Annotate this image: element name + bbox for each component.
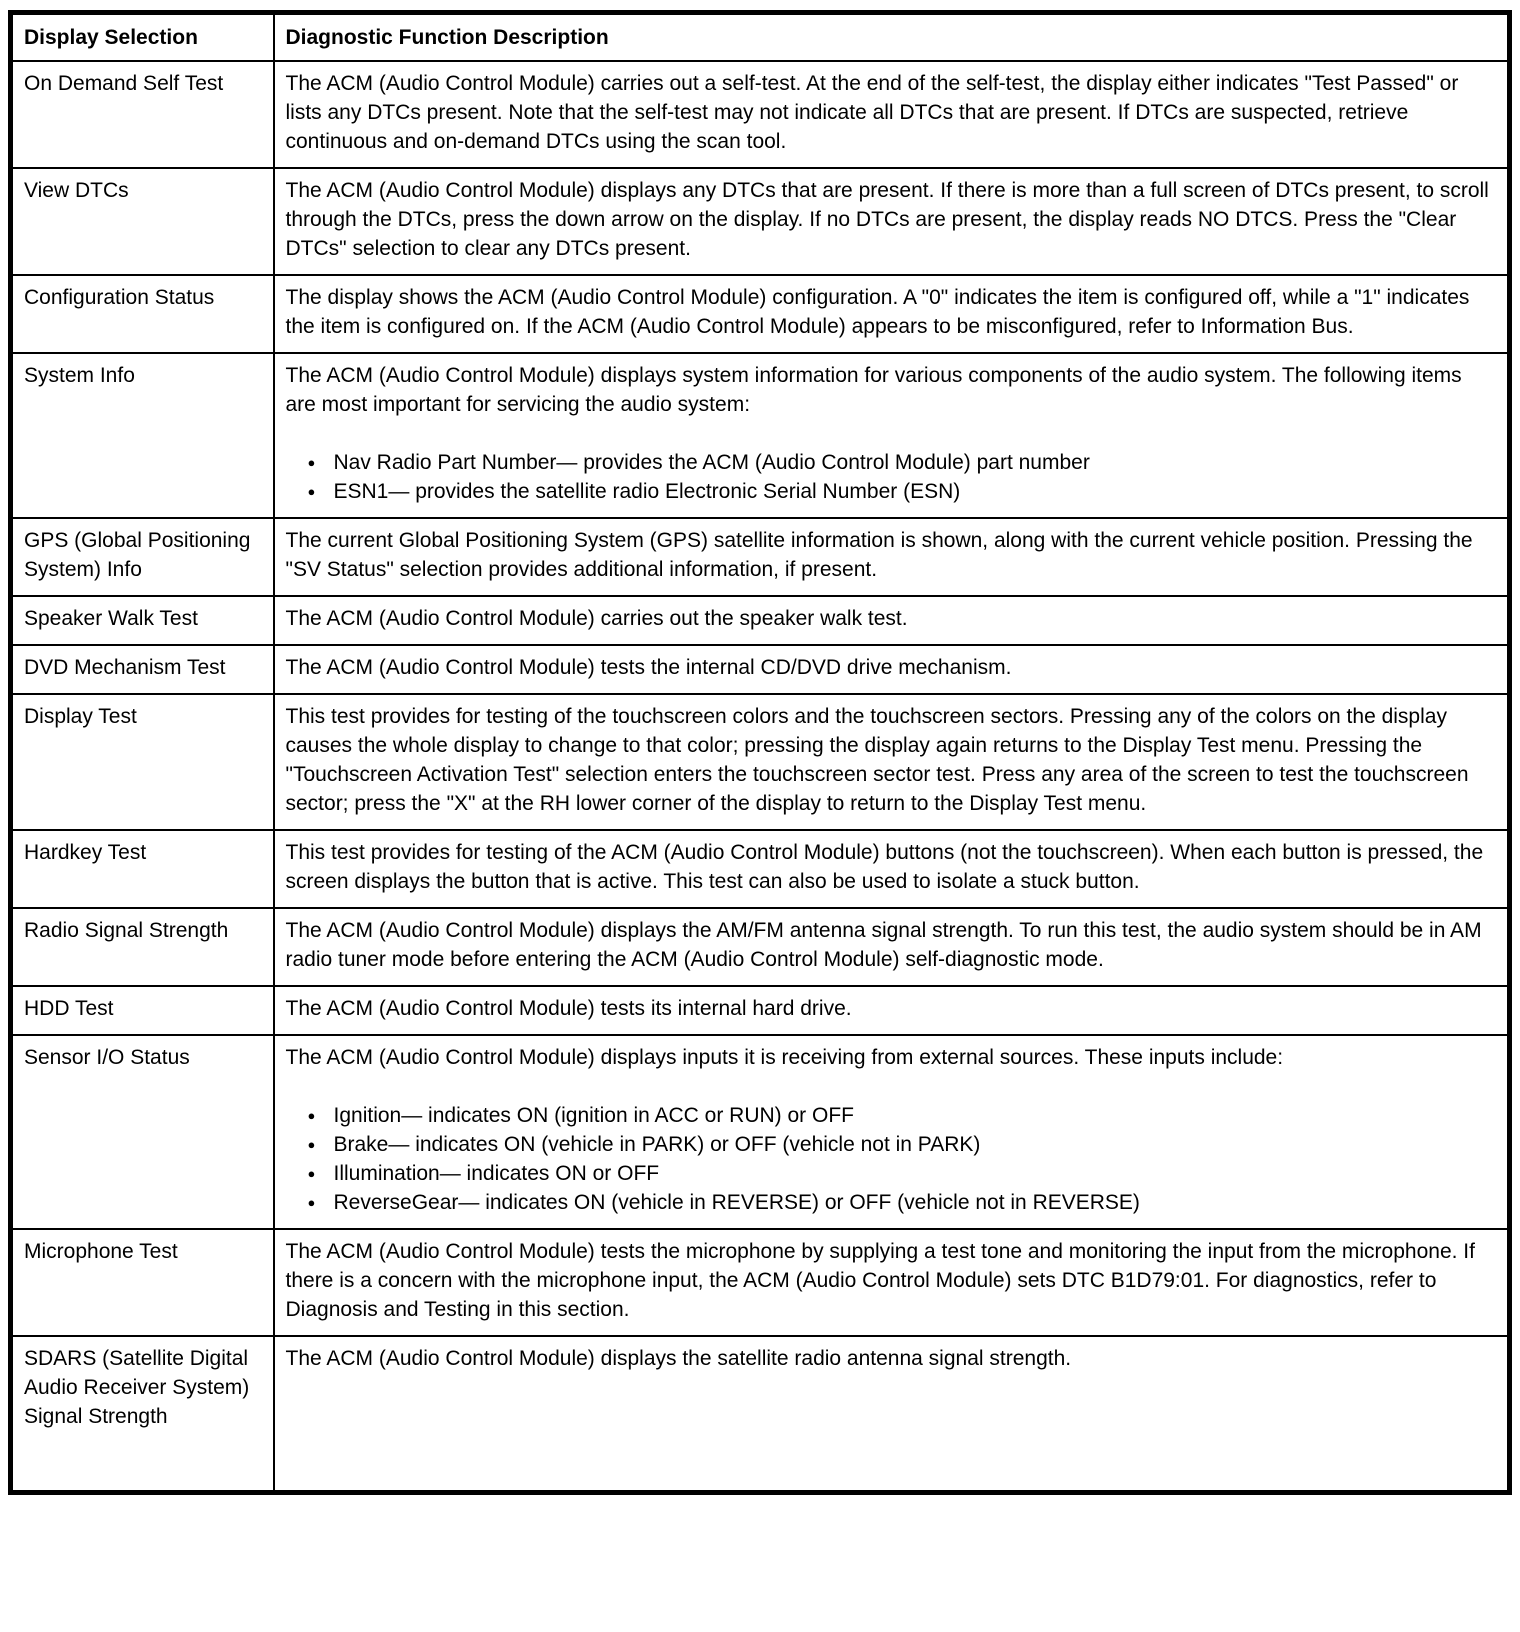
bullet-item: ● Nav Radio Part Number— provides the ACM (Audio Control Module) part number — [334, 448, 1496, 477]
display-selection-cell: Hardkey Test — [11, 830, 274, 908]
table-row — [11, 518, 1510, 596]
description-paragraph: The current Global Positioning System (GPS) satellite information is shown, along with the current vehicle position. Pressing the "SV Status" selection provides additional information, if present. — [285, 529, 1473, 581]
description-cell — [274, 168, 1510, 275]
description-cell — [274, 61, 1510, 168]
display-selection-cell: SDARS (Satellite Digital Audio Receiver System) Signal Strength — [11, 1336, 274, 1492]
description-paragraph: The display shows the ACM (Audio Control Module) configuration. A "0" indicates the item is configured off, while a "1" indicates the item is configured on. If the ACM (Audio Control Module) appears to be misconfigured, refer to Information Bus. — [285, 286, 1470, 338]
diagnostic-function-table — [8, 10, 1512, 1495]
table-row — [11, 1035, 1510, 1229]
description-paragraph: The ACM (Audio Control Module) carries out a self-test. At the end of the self-test, the display either indicates "Test Passed" or lists any DTCs present. Note that the self-test may not indicate all DTCs that are present. If DTCs are suspected, retrieve continuous and on-demand DTCs using the scan tool. — [285, 72, 1459, 153]
header-diagnostic-function-description: Diagnostic Function Description — [274, 13, 1510, 62]
display-selection-cell: Configuration Status — [11, 275, 274, 353]
display-selection-cell: HDD Test — [11, 986, 274, 1035]
description-paragraph: The ACM (Audio Control Module) carries out the speaker walk test. — [285, 607, 908, 630]
display-selection-cell: On Demand Self Test — [11, 61, 274, 168]
table-row — [11, 645, 1510, 694]
table-row — [11, 908, 1510, 986]
description-cell — [274, 518, 1510, 596]
description-cell — [274, 986, 1510, 1035]
table-row — [11, 986, 1510, 1035]
description-cell — [274, 353, 1510, 518]
bullet-item: ● Ignition— indicates ON (ignition in ACC or RUN) or OFF — [334, 1101, 1496, 1130]
description-paragraph: The ACM (Audio Control Module) tests the internal CD/DVD drive mechanism. — [285, 656, 1012, 679]
display-selection-cell: Sensor I/O Status — [11, 1035, 274, 1229]
description-cell — [274, 1336, 1510, 1492]
header-row — [11, 13, 1510, 62]
description-paragraph: The ACM (Audio Control Module) tests the microphone by supplying a test tone and monitoring the input from the microphone. If there is a concern with the microphone input, the ACM (Audio Control Module) sets DTC B1D79:01. For diagnostics, refer to Diagnosis and Testing in this section. — [285, 1240, 1475, 1321]
description-paragraph: The ACM (Audio Control Module) displays the AM/FM antenna signal strength. To run this test, the audio system should be in AM radio tuner mode before entering the ACM (Audio Control Module) self-diagnostic mode. — [285, 919, 1482, 971]
table-row — [11, 353, 1510, 518]
description-cell — [274, 694, 1510, 830]
description-paragraph: The ACM (Audio Control Module) displays inputs it is receiving from external sources. These inputs include: — [285, 1046, 1284, 1069]
description-cell — [274, 1229, 1510, 1336]
description-paragraph: The ACM (Audio Control Module) displays system information for various components of the audio system. The following items are most important for servicing the audio system: — [285, 364, 1462, 416]
description-cell — [274, 645, 1510, 694]
description-paragraph: This test provides for testing of the ACM (Audio Control Module) buttons (not the touchscreen). When each button is pressed, the screen displays the button that is active. This test can also be used to isolate a stuck button. — [285, 841, 1484, 893]
table-row — [11, 596, 1510, 645]
display-selection-cell: Speaker Walk Test — [11, 596, 274, 645]
table-row — [11, 694, 1510, 830]
display-selection-cell: Radio Signal Strength — [11, 908, 274, 986]
table-row — [11, 1336, 1510, 1492]
description-cell — [274, 1035, 1510, 1229]
display-selection-cell: Display Test — [11, 694, 274, 830]
description-cell — [274, 596, 1510, 645]
description-cell — [274, 275, 1510, 353]
table-row — [11, 1229, 1510, 1336]
description-paragraph: This test provides for testing of the touchscreen colors and the touchscreen sectors. Pressing any of the colors on the display causes the whole display to change to that color; pressing the display again returns to the Display Test menu. Pressing the "Touchscreen Activation Test" selection enters the touchscreen sector test. Press any area of the screen to test the touchscreen sector; press the "X" at the RH lower corner of the display to return to the Display Test menu. — [285, 705, 1469, 815]
table-row — [11, 830, 1510, 908]
table-body — [11, 61, 1510, 1492]
display-selection-cell: DVD Mechanism Test — [11, 645, 274, 694]
display-selection-cell: View DTCs — [11, 168, 274, 275]
bullet-item: ● ReverseGear— indicates ON (vehicle in REVERSE) or OFF (vehicle not in REVERSE) — [334, 1188, 1496, 1217]
table-row — [11, 61, 1510, 168]
description-cell — [274, 908, 1510, 986]
description-paragraph: The ACM (Audio Control Module) displays the satellite radio antenna signal strength. — [285, 1347, 1072, 1370]
display-selection-cell: GPS (Global Positioning System) Info — [11, 518, 274, 596]
bullet-list — [286, 1101, 1496, 1217]
header-display-selection: Display Selection — [11, 13, 274, 62]
bullet-item: ● Illumination— indicates ON or OFF — [334, 1159, 1496, 1188]
bullet-item: ● ESN1— provides the satellite radio Electronic Serial Number (ESN) — [334, 477, 1496, 506]
bullet-list — [286, 448, 1496, 506]
display-selection-cell: System Info — [11, 353, 274, 518]
table-row — [11, 168, 1510, 275]
display-selection-cell: Microphone Test — [11, 1229, 274, 1336]
description-paragraph: The ACM (Audio Control Module) tests its internal hard drive. — [285, 997, 852, 1020]
description-paragraph: The ACM (Audio Control Module) displays any DTCs that are present. If there is more than a full screen of DTCs present, to scroll through the DTCs, press the down arrow on the display. If no DTCs are present, the display reads NO DTCS. Press the "Clear DTCs" selection to clear any DTCs present. — [285, 179, 1489, 260]
bullet-item: ● Brake— indicates ON (vehicle in PARK) or OFF (vehicle not in PARK) — [334, 1130, 1496, 1159]
description-cell — [274, 830, 1510, 908]
table-row — [11, 275, 1510, 353]
